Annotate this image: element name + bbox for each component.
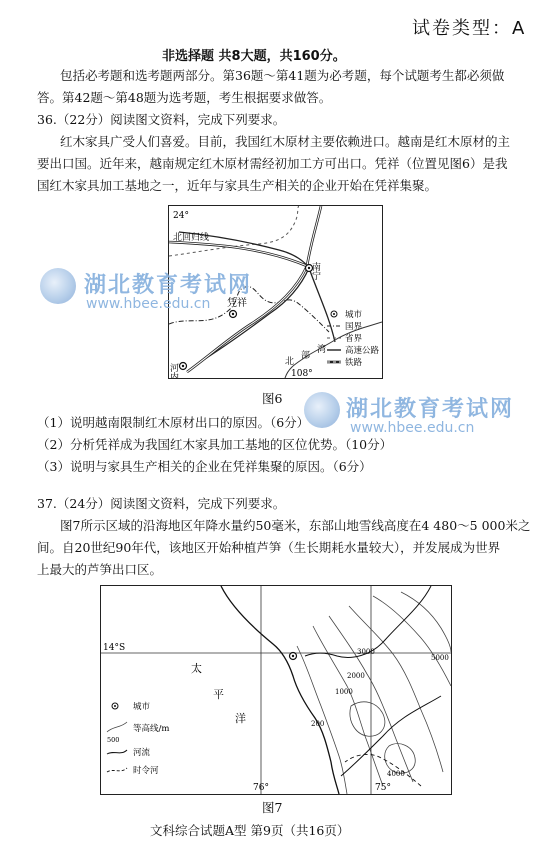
- q36-paragraph-line-3: 国红木家具加工基地之一，近年与家具生产相关的企业开始在凭祥集聚。: [37, 178, 438, 193]
- map6-city-nanning: 南宁: [310, 262, 320, 280]
- map7-lon-left: 76°: [253, 783, 269, 793]
- q36-subquestion-3: （3）说明与家具生产相关的企业在凭祥集聚的原因。（6分）: [37, 459, 372, 474]
- figure-7-caption: 图7: [262, 800, 283, 815]
- figure-6-caption: 图6: [262, 391, 283, 406]
- map6-gulf-1: 北: [285, 357, 295, 367]
- legend-railway: 铁路: [345, 358, 363, 368]
- map7-ocean-3: 洋: [235, 712, 246, 725]
- figure-7-map: [100, 585, 452, 795]
- map7-lat-label: 14°S: [103, 643, 126, 653]
- map7-legend: [107, 701, 169, 776]
- legend-provincial-border: 省界: [345, 334, 363, 344]
- q36-heading: 36.（22分）阅读图文资料，完成下列要求。: [37, 112, 286, 127]
- q36-subquestion-2: （2）分析凭祥成为我国红木家具加工基地的区位优势。（10分）: [37, 437, 393, 452]
- map6-legend: [327, 309, 380, 368]
- watermark-url: www.hbee.edu.cn: [86, 296, 211, 312]
- contour-5000: [401, 592, 451, 652]
- map7-contour-2000: 2000: [347, 672, 365, 680]
- map7-contour-1000: 1000: [335, 688, 353, 696]
- q36-subquestion-1: （1）说明越南限制红木原材出口的原因。（6分）: [37, 415, 310, 430]
- watermark-name: 湖北教育考试网: [84, 273, 253, 298]
- paper-type-label: 试卷类型：A: [412, 18, 527, 39]
- map7-contour-200: 200: [311, 720, 325, 728]
- intro-line-2: 答。第42题～第48题为选考题，考生根据要求做答。: [37, 90, 332, 105]
- legend-river: 河流: [133, 748, 151, 758]
- legend-city: 城市: [133, 702, 151, 712]
- watermark-logo-icon: [304, 392, 340, 428]
- q36-paragraph-line-2: 要出口国。近年来，越南规定红木原材需经初加工方可出口。凭祥（位置见图6）是我: [37, 156, 508, 171]
- map6-city-hanoi: 河内: [169, 363, 178, 378]
- map6-gulf-2: 部: [301, 351, 311, 361]
- watermark-name: 湖北教育考试网: [346, 397, 515, 422]
- page-footer: 文科综合试题A型 第9页（共16页）: [150, 823, 350, 838]
- map6-tropic-label: 北回归线: [173, 233, 210, 243]
- watermark-logo-icon: [40, 268, 76, 304]
- map7-ocean-2: 平: [213, 688, 224, 701]
- contour-loop-2: [385, 744, 415, 774]
- intro-line-1: 包括必考题和选考题两部分。第36题～第41题为必考题，每个试题考生都必须做: [60, 68, 505, 83]
- q37-heading: 37.（24分）阅读图文资料，完成下列要求。: [37, 496, 286, 511]
- q37-paragraph-line-1: 图7所示区域的沿海地区年降水量约50毫米，东部山地雪线高度在4 480～5 000米之: [60, 518, 531, 533]
- map7-contour-3000: 3000: [357, 648, 375, 656]
- q37-paragraph-line-3: 上最大的芦笋出口区。: [37, 562, 163, 577]
- q36-paragraph-line-1: 红木家具广受人们喜爱。目前，我国红木原材主要依赖进口。越南是红木原材的主: [60, 134, 511, 149]
- railway-1: [169, 242, 307, 266]
- section-title: 非选择题 共8大题，共160分。: [162, 49, 346, 64]
- legend-contour: 等高线/m: [133, 724, 170, 734]
- legend-contour-sample: 500: [107, 736, 120, 744]
- map7-contour-4000: 4000: [387, 770, 405, 778]
- contour-3000: [349, 606, 443, 772]
- map6-lon-label: 108°: [291, 369, 313, 378]
- map7-ocean-1: 太: [191, 662, 202, 675]
- legend-city: 城市: [345, 310, 363, 320]
- map6-city-pingxiang: 凭祥: [227, 298, 247, 309]
- map7-lon-right: 75°: [375, 783, 391, 793]
- watermark-url: www.hbee.edu.cn: [350, 420, 475, 436]
- map6-lat-label: 24°: [173, 211, 189, 221]
- legend-highway: 高速公路: [345, 346, 380, 356]
- map7-contour-5000: 5000: [431, 654, 449, 662]
- coastline: [221, 586, 339, 794]
- legend-seasonal-river: 时令河: [133, 766, 159, 776]
- legend-national-border: 国界: [345, 322, 363, 332]
- q37-paragraph-line-2: 间。自20世纪90年代，该地区开始种植芦笋（生长期耗水量较大），并发展成为世界: [37, 540, 501, 555]
- seasonal-river: [345, 754, 421, 786]
- map6-gulf-3: 湾: [317, 345, 327, 355]
